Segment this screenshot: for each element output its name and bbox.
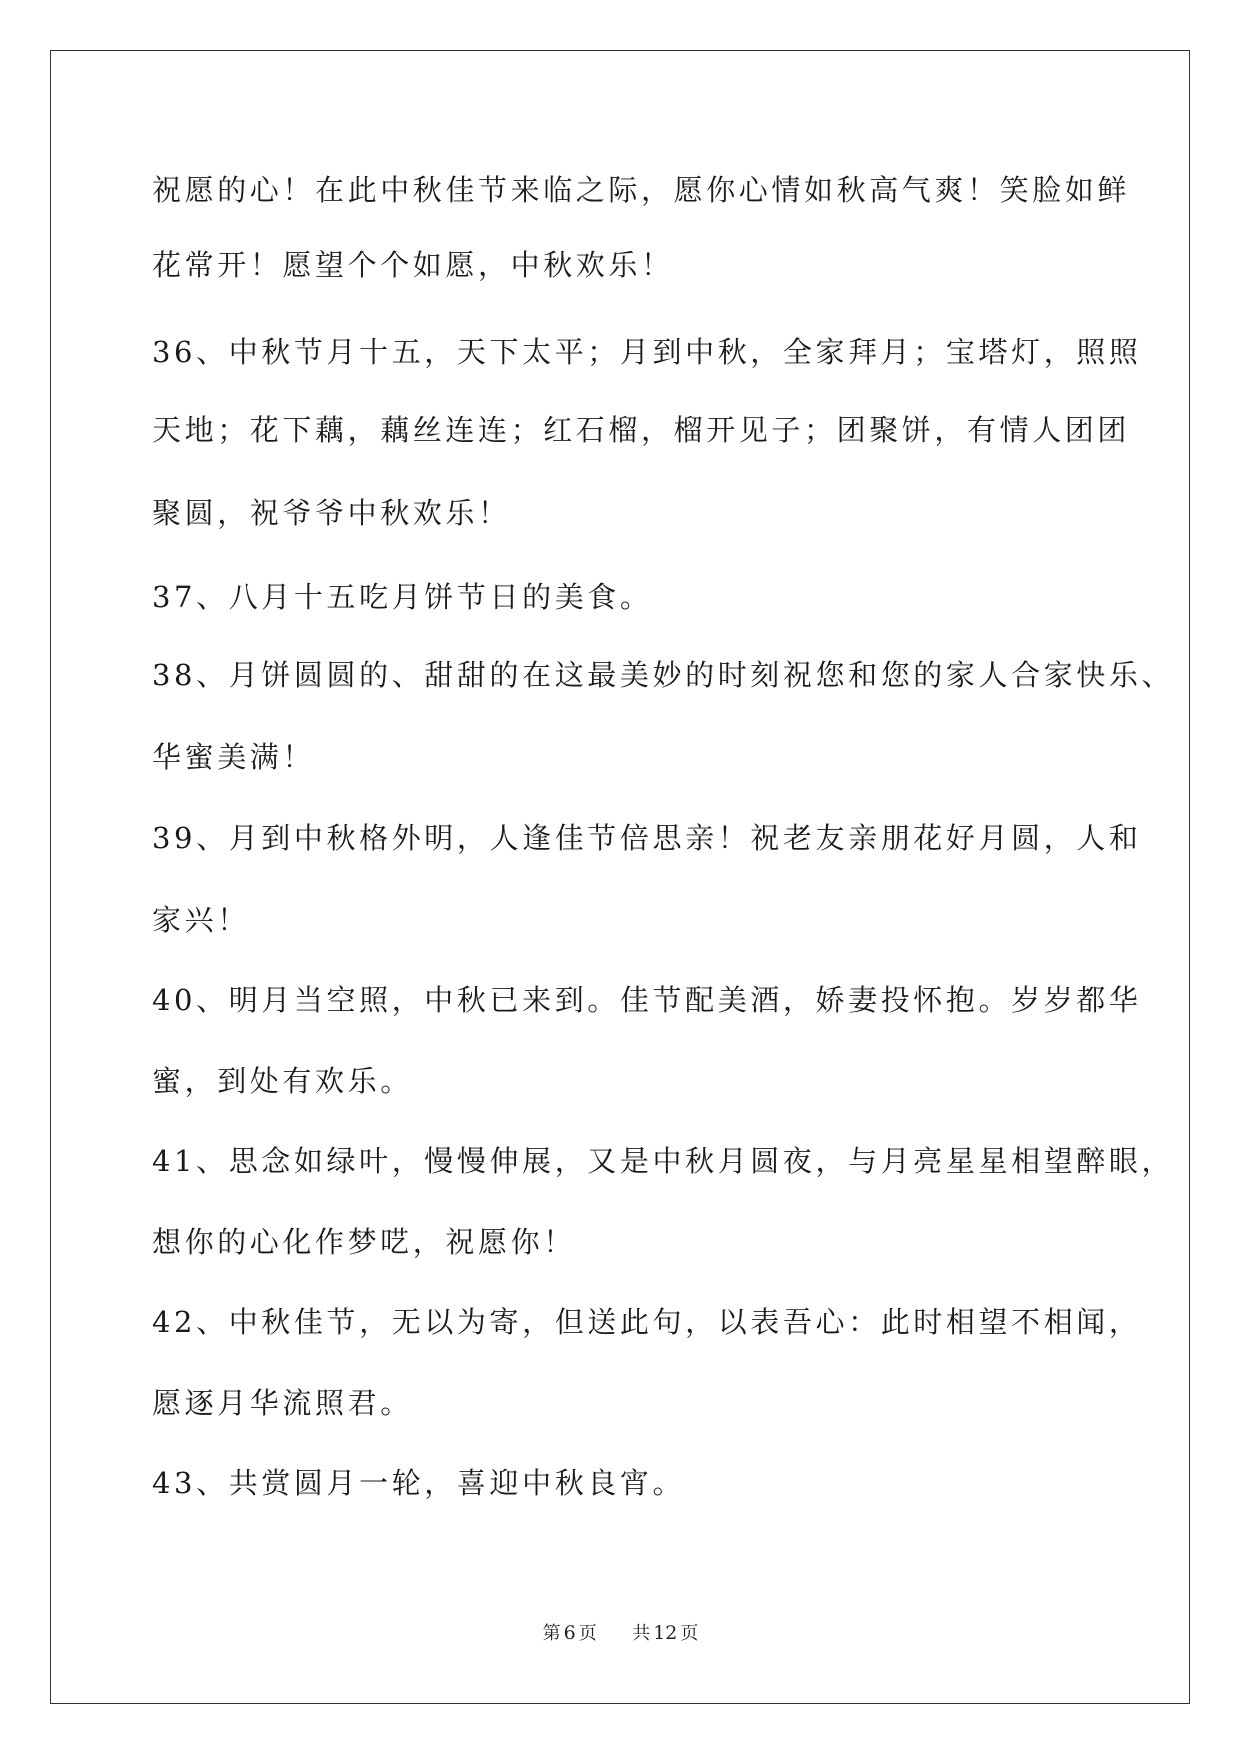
text-line: 祝愿的心！在此中秋佳节来临之际，愿你心情如秋高气爽！笑脸如鲜 bbox=[152, 173, 1131, 207]
page-suffix: 页 bbox=[578, 1623, 597, 1644]
text-line: 聚圆，祝爷爷中秋欢乐！ bbox=[152, 496, 511, 530]
text-line: 41、思念如绿叶，慢慢伸展，又是中秋月圆夜，与月亮星星相望醉眼， bbox=[152, 1144, 1175, 1178]
text-line: 花常开！愿望个个如愿，中秋欢乐！ bbox=[152, 248, 674, 282]
text-line: 愿逐月华流照君。 bbox=[152, 1386, 413, 1420]
total-prefix: 共 bbox=[632, 1623, 651, 1644]
total-pages: 12 bbox=[653, 1622, 678, 1644]
text-line: 40、明月当空照，中秋已来到。佳节配美酒，娇妻投怀抱。岁岁都华 bbox=[152, 983, 1142, 1017]
text-line: 蜜，到处有欢乐。 bbox=[152, 1064, 413, 1098]
page-footer bbox=[0, 1619, 1241, 1645]
text-line: 天地；花下藕，藕丝连连；红石榴，榴开见子；团聚饼，有情人团团 bbox=[152, 413, 1131, 447]
text-line: 38、月饼圆圆的、甜甜的在这最美妙的时刻祝您和您的家人合家快乐、 bbox=[152, 658, 1175, 692]
text-line: 36、中秋节月十五，天下太平；月到中秋，全家拜月；宝塔灯，照照 bbox=[152, 335, 1142, 369]
text-line: 家兴！ bbox=[152, 903, 250, 937]
text-line: 43、共赏圆月一轮，喜迎中秋良宵。 bbox=[152, 1466, 686, 1500]
text-line: 42、中秋佳节，无以为寄，但送此句，以表吾心：此时相望不相闻， bbox=[152, 1305, 1142, 1339]
total-suffix: 页 bbox=[680, 1623, 699, 1644]
text-line: 37、八月十五吃月饼节日的美食。 bbox=[152, 580, 653, 614]
text-line: 想你的心化作梦呓，祝愿你！ bbox=[152, 1225, 576, 1259]
text-line: 39、月到中秋格外明，人逢佳节倍思亲！祝老友亲朋花好月圆，人和 bbox=[152, 821, 1142, 855]
page-prefix: 第 bbox=[542, 1623, 561, 1644]
page-frame bbox=[50, 50, 1190, 1704]
text-line: 华蜜美满！ bbox=[152, 740, 316, 774]
page-number: 6 bbox=[563, 1622, 576, 1644]
